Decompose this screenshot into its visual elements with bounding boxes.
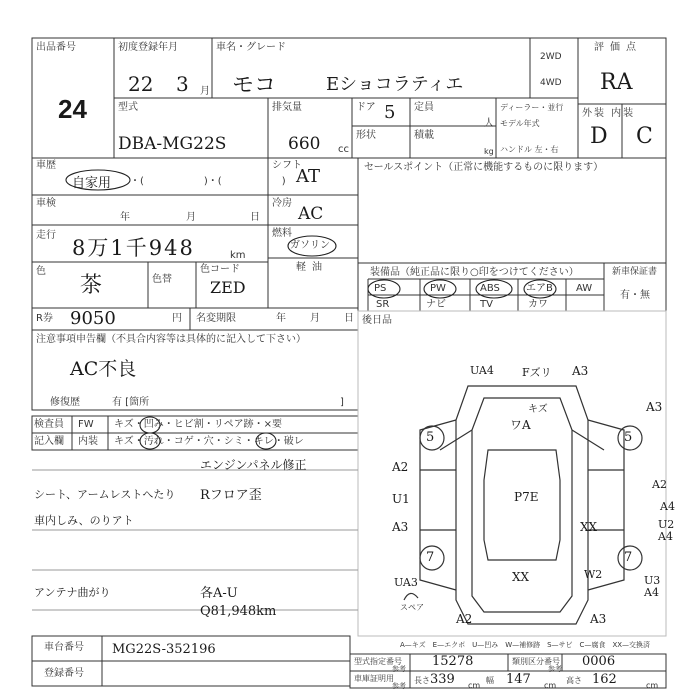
- equip-leather: カワ: [528, 299, 548, 310]
- recycle-label: R券: [36, 313, 53, 324]
- first-registration-month: 3: [176, 72, 189, 96]
- model-label: 型式: [118, 102, 138, 113]
- drive-4wd: 4WD: [540, 78, 562, 88]
- chassis-label: 車台番号: [44, 642, 84, 653]
- equip-tv: TV: [480, 299, 493, 310]
- cert-sub: 参考: [392, 682, 406, 690]
- remark-line-4b: 各A-U: [200, 586, 238, 601]
- mark-w2: W2: [584, 568, 603, 581]
- inspection-label: 車検: [36, 198, 56, 209]
- check-interior: 内装: [78, 436, 98, 447]
- car-name-label: 車名・グレード: [216, 42, 286, 53]
- type-number-value: 15278: [432, 654, 474, 669]
- name-change-label: 名変期限: [196, 313, 236, 324]
- mark-a3-bottom: A3: [590, 612, 607, 626]
- model-year-label: モデル年式: [500, 119, 540, 128]
- repair-close: ]: [340, 397, 344, 408]
- name-change-year: 年: [276, 313, 286, 324]
- remark-line-1: エンジンパネル修正: [200, 458, 307, 472]
- kg-unit: kg: [484, 147, 494, 156]
- mark-xx-bottom: XX: [512, 570, 530, 584]
- mark-wa: ワA: [510, 418, 531, 432]
- rating-label: 評価点: [594, 42, 642, 53]
- later-items-label: 後日品: [362, 315, 392, 326]
- shift-label: シフト: [272, 160, 302, 171]
- repair-label: 修復歴: [50, 397, 80, 408]
- warranty-value: 有・無: [620, 290, 650, 301]
- first-registration-year: 22: [128, 72, 154, 96]
- lot-number-label: 出品番号: [36, 42, 76, 53]
- aircon-label: 冷房: [272, 198, 292, 209]
- mark-a2-left: A2: [392, 460, 409, 474]
- mark-a4-right-1: A4: [660, 500, 675, 513]
- mark-a2-bottom: A2: [456, 612, 473, 626]
- shift-value: AT: [296, 166, 321, 187]
- history-label: 車歴: [36, 160, 56, 171]
- cert-label: 車庫証明用: [354, 674, 394, 683]
- length-value: 339: [430, 672, 455, 687]
- notes-label: 注意事項申告欄（不具合内容等は具体的に記入して下さい）: [36, 334, 306, 345]
- inspection-day: 日: [250, 212, 260, 223]
- width-label: 幅: [486, 676, 494, 685]
- width-cm: cm: [544, 681, 557, 690]
- check-label-2: 記入欄: [34, 436, 64, 447]
- equip-abs: ABS: [480, 283, 500, 294]
- length-label: 長さ: [414, 676, 430, 685]
- mileage-value: 8万1千948: [72, 236, 195, 260]
- height-label: 高さ: [566, 676, 582, 685]
- damage-legend: A—キズ E—エクボ U—凹み W—補修跡 S—サビ C—腐食 XX—交換済: [400, 641, 651, 649]
- ext-int-label: 外装 内装: [582, 108, 636, 119]
- rating-value: RA: [600, 70, 633, 95]
- color-code-label: 色コード: [200, 264, 240, 275]
- door-value: 5: [384, 102, 396, 123]
- mark-5-right: 5: [624, 430, 633, 445]
- chassis-value: MG22S-352196: [112, 642, 216, 657]
- mark-u1: U1: [392, 492, 410, 506]
- recycle-unit: 円: [172, 313, 182, 324]
- color-value: 茶: [80, 273, 103, 298]
- remark-line-2a: シート、アームレストへたり: [34, 488, 176, 501]
- check-label-1: 検査員: [34, 419, 64, 430]
- length-cm: cm: [468, 681, 481, 690]
- equipment-label: 装備品（純正品に限り○印をつけてください）: [370, 267, 579, 278]
- mark-xx-right: XX: [580, 520, 598, 534]
- history-value: 自家用: [72, 176, 112, 191]
- exterior-grade: D: [590, 124, 608, 149]
- mark-a3-right: A3: [646, 400, 663, 414]
- color-label: 色: [36, 266, 46, 277]
- door-label: ドア: [356, 102, 376, 113]
- car-grade: Eショコラティエ: [326, 74, 464, 95]
- mark-fzuri: Fズリ: [522, 366, 552, 379]
- remark-line-3: 車内しみ、のりアト: [34, 514, 134, 527]
- capacity-label: 定員: [414, 102, 434, 113]
- spare-tire-label: スペア: [400, 603, 424, 612]
- remark-line-5: Q81,948km: [200, 604, 277, 619]
- color-change-label: 色替: [152, 274, 172, 285]
- dealer-label: ディーラー・並行: [500, 103, 564, 112]
- warranty-label: 新車保証書: [612, 267, 658, 277]
- fuel-label: 燃料: [272, 228, 292, 239]
- mark-7-left: 7: [426, 550, 435, 565]
- name-change-month: 月: [310, 313, 320, 324]
- type-number-sub: 参考: [392, 665, 406, 673]
- mileage-label: 走行: [36, 230, 56, 241]
- mark-ua3: UA3: [394, 576, 418, 589]
- class-number-value: 0006: [582, 654, 616, 669]
- recycle-value: 9050: [70, 308, 116, 329]
- repair-value: 有 [箇所: [112, 397, 150, 408]
- cc-unit: cc: [338, 144, 349, 155]
- class-number-sub: 参考: [548, 665, 562, 673]
- equip-navi: ナビ: [426, 299, 446, 310]
- interior-grade: C: [636, 124, 653, 149]
- mark-kizu: キズ: [528, 404, 548, 415]
- month-suffix: 月: [200, 86, 210, 97]
- equip-aw: AW: [576, 283, 593, 294]
- fuel-diesel: 軽油: [296, 262, 328, 273]
- model-value: DBA-MG22S: [118, 134, 227, 154]
- drive-2wd: 2WD: [540, 52, 562, 62]
- shape-label: 形状: [356, 130, 376, 141]
- inspection-year: 年: [120, 212, 130, 223]
- aircon-value: AC: [298, 204, 324, 224]
- check-fw: FW: [78, 419, 94, 430]
- mark-u2-right: U2: [658, 518, 675, 531]
- inspection-month: 月: [186, 212, 196, 223]
- km-unit: km: [230, 250, 246, 261]
- equip-ps: PS: [374, 283, 387, 294]
- mark-a3-left: A3: [392, 520, 409, 534]
- check-fw-items: キズ・凹み・ヒビ割・リペア跡・×要: [114, 419, 282, 430]
- history-rest: ・( )・( ): [130, 176, 286, 187]
- mark-5-left: 5: [426, 430, 435, 445]
- registration-label: 登録番号: [44, 668, 84, 679]
- height-cm: cm: [646, 681, 659, 690]
- handle-label: ハンドル 左・右: [500, 145, 559, 154]
- equip-airbag: エアB: [526, 283, 553, 294]
- fuel-gasoline: ガソリン: [290, 240, 330, 251]
- first-registration-label: 初度登録年月: [118, 42, 178, 53]
- lot-number: 24: [58, 94, 87, 124]
- mark-a3-top: A3: [572, 364, 589, 378]
- displacement-value: 660: [288, 134, 321, 154]
- check-interior-items: キズ・汚れ・コゲ・穴・シミ・キレ・破レ: [114, 436, 304, 447]
- width-value: 147: [506, 672, 531, 687]
- color-code: ZED: [210, 278, 246, 297]
- equip-pw: PW: [430, 283, 446, 294]
- car-name: モコ: [232, 73, 277, 98]
- load-label: 積載: [414, 130, 434, 141]
- remark-line-4a: アンテナ曲がり: [34, 586, 111, 599]
- sales-point-label: セールスポイント（正常に機能するものに限ります）: [364, 162, 604, 173]
- displacement-label: 排気量: [272, 102, 302, 113]
- equip-sr: SR: [376, 299, 390, 310]
- mark-ua4: UA4: [470, 364, 494, 377]
- type-number-label: 型式指定番号: [354, 657, 402, 666]
- remark-line-2b: Rフロア歪: [200, 488, 262, 503]
- mark-p7e: P7E: [514, 490, 539, 504]
- mark-7-right: 7: [624, 550, 633, 565]
- notes-text: AC不良: [70, 358, 137, 380]
- height-value: 162: [592, 672, 617, 687]
- person-unit: 人: [484, 118, 494, 129]
- name-change-day: 日: [344, 313, 354, 324]
- mark-a4-bottom: A4: [644, 586, 659, 599]
- mark-a2-right: A2: [652, 478, 667, 491]
- mark-u3: U3: [644, 574, 661, 587]
- class-number-label: 類別区分番号: [512, 657, 560, 666]
- mark-a4-right-2: A4: [658, 530, 673, 543]
